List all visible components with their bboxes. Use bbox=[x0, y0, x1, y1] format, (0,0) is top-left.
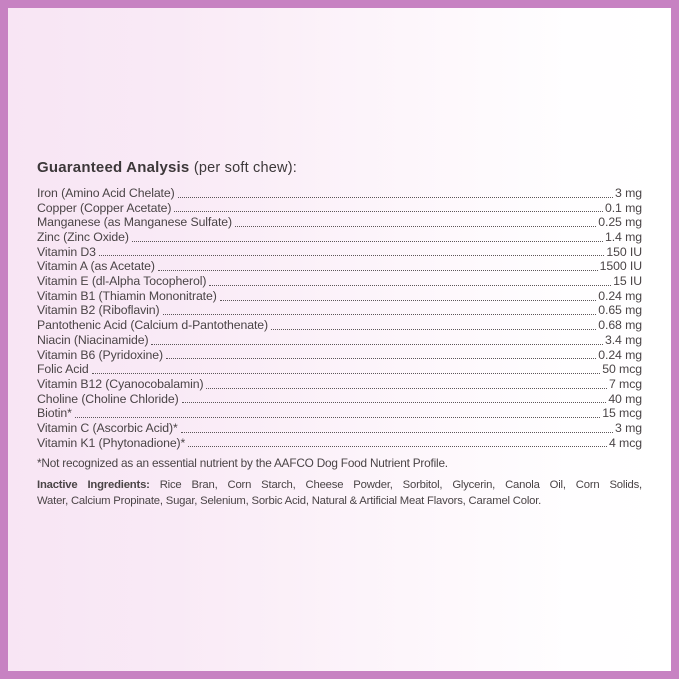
dotted-leader bbox=[182, 402, 607, 403]
dotted-leader bbox=[166, 358, 596, 359]
nutrient-value: 7 mcg bbox=[609, 376, 642, 391]
nutrient-name: Zinc (Zinc Oxide) bbox=[37, 230, 129, 245]
nutrient-name: Vitamin B12 (Cyanocobalamin) bbox=[37, 376, 204, 391]
nutrient-value: 3.4 mg bbox=[605, 332, 642, 347]
nutrient-name: Vitamin B6 (Pyridoxine) bbox=[37, 347, 163, 362]
dotted-leader bbox=[75, 417, 600, 418]
analysis-row bbox=[37, 421, 642, 436]
dotted-leader bbox=[132, 241, 603, 242]
aafco-footnote: *Not recognized as an essential nutrient by the AAFCO Dog Food Nutrient Profile. bbox=[37, 456, 448, 471]
nutrient-value: 15 mcg bbox=[602, 406, 642, 421]
dotted-leader bbox=[158, 270, 598, 271]
nutrient-value: 3 mg bbox=[615, 420, 642, 435]
dotted-leader bbox=[206, 388, 607, 389]
nutrient-name: Niacin (Niacinamide) bbox=[37, 332, 149, 347]
analysis-row bbox=[37, 436, 642, 451]
nutrient-value: 1500 IU bbox=[599, 259, 642, 274]
dotted-leader bbox=[174, 211, 603, 212]
nutrient-value: 0.1 mg bbox=[605, 200, 642, 215]
dotted-leader bbox=[163, 314, 597, 315]
nutrient-value: 0.25 mg bbox=[598, 215, 642, 230]
nutrient-name: Iron (Amino Acid Chelate) bbox=[37, 185, 175, 200]
nutrient-value: 3 mg bbox=[615, 185, 642, 200]
dotted-leader bbox=[178, 197, 613, 198]
heading-title: Guaranteed Analysis bbox=[37, 159, 190, 176]
dotted-leader bbox=[220, 300, 597, 301]
label-content bbox=[8, 158, 671, 509]
nutrient-name: Vitamin K1 (Phytonadione)* bbox=[37, 435, 186, 450]
nutrient-value: 0.65 mg bbox=[598, 303, 642, 318]
analysis-row bbox=[37, 230, 642, 245]
dotted-leader bbox=[235, 226, 596, 227]
inactive-ingredients-line1 bbox=[37, 478, 642, 494]
nutrient-value: 1.4 mg bbox=[605, 230, 642, 245]
dotted-leader bbox=[99, 255, 604, 256]
analysis-row bbox=[37, 186, 642, 201]
analysis-row bbox=[37, 215, 642, 230]
analysis-row bbox=[37, 362, 642, 377]
nutrient-name: Biotin* bbox=[37, 406, 72, 421]
nutrient-name: Copper (Copper Acetate) bbox=[37, 200, 172, 215]
analysis-row bbox=[37, 201, 642, 216]
analysis-row bbox=[37, 274, 642, 289]
analysis-row bbox=[37, 392, 642, 407]
analysis-row bbox=[37, 333, 642, 348]
dotted-leader bbox=[151, 344, 603, 345]
analysis-row bbox=[37, 348, 642, 363]
dotted-leader bbox=[92, 373, 601, 374]
inactive-ingredients bbox=[37, 478, 642, 509]
guaranteed-analysis-heading bbox=[37, 158, 642, 178]
dotted-leader bbox=[188, 446, 607, 447]
nutrient-name: Vitamin B1 (Thiamin Mononitrate) bbox=[37, 288, 217, 303]
nutrient-name: Vitamin C (Ascorbic Acid)* bbox=[37, 420, 178, 435]
nutrient-value: 150 IU bbox=[606, 244, 642, 259]
analysis-row bbox=[37, 318, 642, 333]
nutrient-name: Pantothenic Acid (Calcium d-Pantothenate) bbox=[37, 318, 269, 333]
dotted-leader bbox=[181, 432, 613, 433]
analysis-row bbox=[37, 289, 642, 304]
heading-suffix: (per soft chew): bbox=[193, 160, 297, 176]
nutrient-name: Folic Acid bbox=[37, 362, 89, 377]
nutrient-value: 0.24 mg bbox=[598, 347, 642, 362]
nutrient-name: Vitamin B2 (Riboflavin) bbox=[37, 303, 160, 318]
nutrient-value: 0.24 mg bbox=[598, 288, 642, 303]
analysis-row bbox=[37, 259, 642, 274]
analysis-row bbox=[37, 304, 642, 319]
dotted-leader bbox=[209, 285, 611, 286]
nutrient-value: 0.68 mg bbox=[598, 318, 642, 333]
nutrient-value: 15 IU bbox=[613, 274, 642, 289]
nutrient-name: Choline (Choline Chloride) bbox=[37, 391, 179, 406]
inactive-ingredients-line2: Water, Calcium Propinate, Sugar, Selenium, Sorbic Acid, Natural & Artificial Meat Flavors, Caramel Color. bbox=[37, 494, 542, 507]
dotted-leader bbox=[271, 329, 596, 330]
analysis-list bbox=[37, 186, 642, 450]
analysis-row bbox=[37, 377, 642, 392]
analysis-row bbox=[37, 406, 642, 421]
nutrient-name: Manganese (as Manganese Sulfate) bbox=[37, 215, 233, 230]
inactive-ingredients-label: Inactive Ingredients: bbox=[37, 479, 150, 492]
analysis-row bbox=[37, 245, 642, 260]
inactive-ingredients-text1: Rice Bran, Corn Starch, Cheese Powder, Sorbitol, Glycerin, Canola Oil, Corn Solids, bbox=[159, 479, 642, 492]
nutrient-value: 40 mg bbox=[608, 391, 642, 406]
nutrient-value: 4 mcg bbox=[609, 435, 642, 450]
nutrient-name: Vitamin A (as Acetate) bbox=[37, 259, 155, 274]
nutrient-value: 50 mcg bbox=[602, 362, 642, 377]
nutrient-name: Vitamin D3 bbox=[37, 244, 96, 259]
nutrient-name: Vitamin E (dl-Alpha Tocopherol) bbox=[37, 274, 207, 289]
